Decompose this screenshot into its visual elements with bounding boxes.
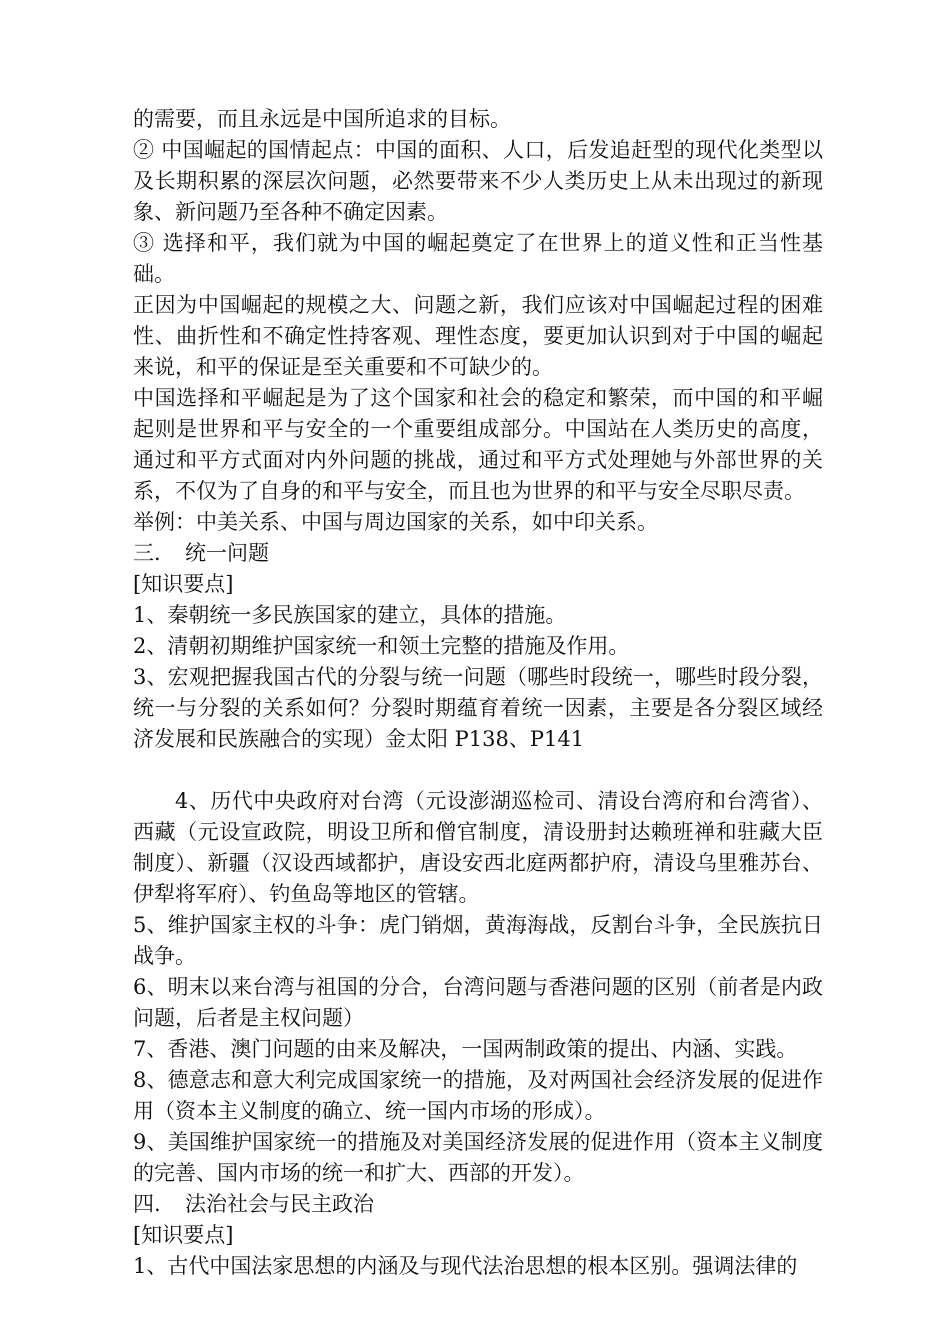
list-item: 1、秦朝统一多民族国家的建立，具体的措施。 bbox=[133, 603, 567, 627]
document-page bbox=[133, 104, 823, 1282]
paragraph: 正因为中国崛起的规模之大、问题之新，我们应该对中国崛起过程的困难性、曲折性和不确定性持客观、理性态度，要更加认识到对于中国的崛起来说，和平的保证是至关重要和不可缺少的。 bbox=[133, 293, 823, 379]
list-item: 9、美国维护国家统一的措施及对美国经济发展的促进作用（资本主义制度的完善、国内市场的统一和扩大、西部的开发）。 bbox=[133, 1130, 823, 1185]
section-heading bbox=[133, 538, 823, 569]
knowledge-label: [知识要点] bbox=[133, 572, 234, 596]
paragraph: 举例：中美关系、中国与周边国家的关系，如中印关系。 bbox=[133, 510, 658, 534]
paragraph: ② 中国崛起的国情起点：中国的面积、人口，后发追赶型的现代化类型以及长期积累的深层次问题，必然要带来不少人类历史上从未出现过的新现象、新问题乃至各种不确定因素。 bbox=[133, 138, 823, 224]
list-item: 8、德意志和意大利完成国家统一的措施，及对两国社会经济发展的促进作用（资本主义制度的确立、统一国内市场的形成）。 bbox=[133, 1068, 823, 1123]
section-heading bbox=[133, 1189, 823, 1220]
section-title: 统一问题 bbox=[185, 541, 269, 565]
list-item: 3、宏观把握我国古代的分裂与统一问题（哪些时段统一，哪些时段分裂，统一与分裂的关系如何？分裂时期蕴育着统一因素，主要是各分裂区域经济发展和民族融合的实现）金太阳 P138、P141 bbox=[133, 665, 823, 751]
paragraph: ③ 选择和平，我们就为中国的崛起奠定了在世界上的道义性和正当性基础。 bbox=[133, 231, 823, 286]
list-item: 5、维护国家主权的斗争：虎门销烟，黄海海战，反割台斗争，全民族抗日战争。 bbox=[133, 913, 823, 968]
paragraph: 中国选择和平崛起是为了这个国家和社会的稳定和繁荣，而中国的和平崛起则是世界和平与安全的一个重要组成部分。中国站在人类历史的高度，通过和平方式面对内外问题的挑战，通过和平方式处理她与外部世界的关系，不仅为了自身的和平与安全，而且也为世界的和平与安全尽职尽责。 bbox=[133, 386, 823, 503]
section-number: 四. bbox=[133, 1192, 161, 1216]
list-item: 6、明末以来台湾与祖国的分合，台湾问题与香港问题的区别（前者是内政问题，后者是主权问题） bbox=[133, 975, 823, 1030]
section-number: 三. bbox=[133, 541, 161, 565]
paragraph: 的需要，而且永远是中国所追求的目标。 bbox=[133, 107, 511, 131]
knowledge-label: [知识要点] bbox=[133, 1223, 234, 1247]
blank-line bbox=[133, 755, 823, 786]
list-item: 4、历代中央政府对台湾（元设澎湖巡检司、清设台湾府和台湾省）、西藏（元设宣政院，明设卫所和僧官制度，清设册封达赖班禅和驻藏大臣制度）、新疆（汉设西域都护，唐设安西北庭两都护府，清设乌里雅苏台、伊犁将军府）、钓鱼岛等地区的管辖。 bbox=[133, 789, 823, 906]
list-item: 2、清朝初期维护国家统一和领土完整的措施及作用。 bbox=[133, 634, 630, 658]
list-item: 7、香港、澳门问题的由来及解决，一国两制政策的提出、内涵、实践。 bbox=[133, 1037, 798, 1061]
section-title: 法治社会与民主政治 bbox=[185, 1192, 374, 1216]
list-item: 1、古代中国法家思想的内涵及与现代法治思想的根本区别。强调法律的 bbox=[133, 1254, 798, 1278]
